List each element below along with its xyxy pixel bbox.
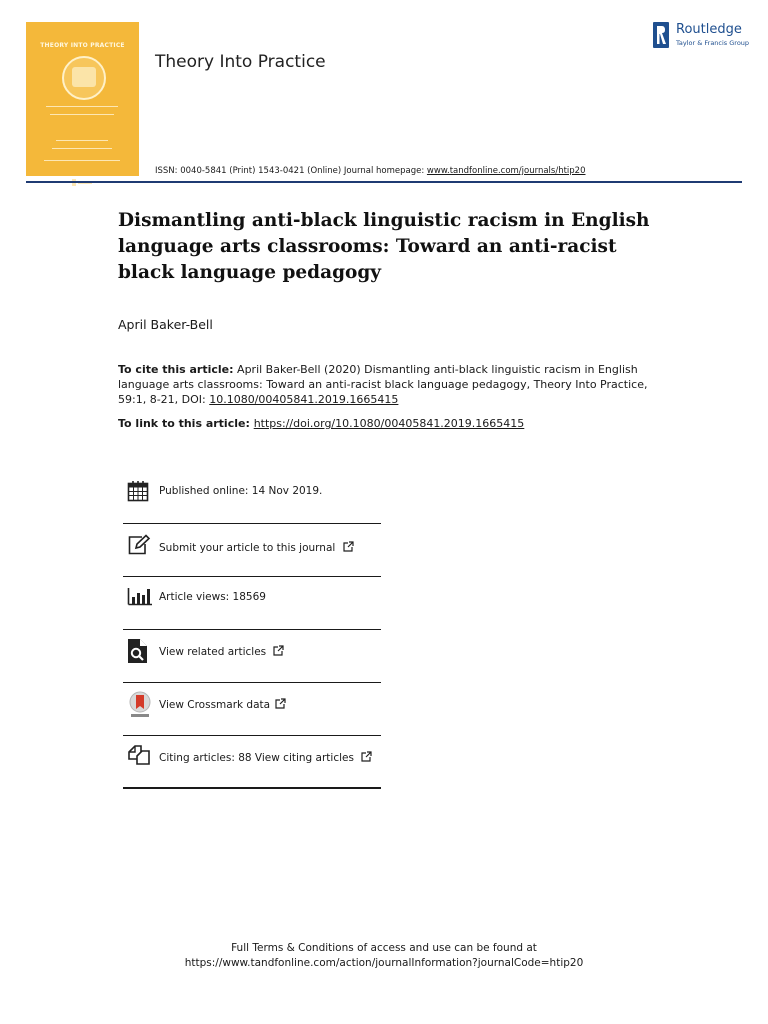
external-link-icon bbox=[275, 698, 286, 709]
header-divider bbox=[26, 181, 742, 183]
crossmark-icon bbox=[127, 691, 153, 719]
routledge-logo-icon bbox=[653, 22, 669, 48]
journal-title: Theory Into Practice bbox=[155, 52, 326, 72]
author-name: April Baker-Bell bbox=[118, 317, 213, 332]
cite-label: To cite this article: bbox=[118, 363, 234, 376]
divider bbox=[123, 682, 381, 683]
external-link-icon bbox=[361, 751, 372, 762]
published-online-text: Published online: 14 Nov 2019. bbox=[159, 485, 323, 497]
footer-terms-link[interactable]: https://www.tandfonline.com/action/journalInformation?journalCode=htip20 bbox=[184, 957, 584, 969]
footer-terms bbox=[0, 941, 768, 971]
divider bbox=[123, 787, 381, 789]
cover-seal bbox=[62, 56, 106, 100]
calendar-icon bbox=[127, 480, 149, 502]
citing-articles-text: Citing articles: 88 View citing articles bbox=[159, 751, 372, 764]
edit-icon bbox=[127, 534, 151, 556]
divider bbox=[123, 629, 381, 630]
related-articles-text: View related articles bbox=[159, 645, 284, 658]
article-views-text: Article views: 18569 bbox=[159, 591, 266, 603]
doi-link[interactable]: 10.1080/00405841.2019.1665415 bbox=[209, 393, 399, 406]
divider bbox=[123, 576, 381, 577]
publisher-subtitle: Taylor & Francis Group bbox=[676, 39, 750, 47]
external-link-icon bbox=[343, 541, 354, 552]
document-search-icon bbox=[127, 638, 149, 664]
publisher-name: Routledge bbox=[676, 22, 742, 37]
external-link-icon bbox=[273, 645, 284, 656]
journal-homepage-link[interactable]: www.tandfonline.com/journals/htip20 bbox=[426, 166, 586, 176]
issn-text: ISSN: 0040-5841 (Print) 1543-0421 (Online) Journal homepage: bbox=[155, 166, 427, 176]
divider bbox=[123, 735, 381, 736]
link-label: To link to this article: bbox=[118, 417, 254, 430]
cover-title: THEORY INTO PRACTICE bbox=[40, 42, 125, 49]
journal-cover-image bbox=[26, 22, 139, 176]
footer-line-1: Full Terms & Conditions of access and use can be found at bbox=[231, 942, 537, 954]
article-title: Dismantling anti-black linguistic racism in English language arts classrooms: Toward an anti-racist black language pedagogy bbox=[118, 210, 650, 283]
cite-text: April Baker-Bell (2020) Dismantling anti-black linguistic racism in English language arts classrooms: Toward an anti-racist black language pedagogy, Theory Into Practice, 59:1, 8-21, DOI: bbox=[118, 363, 648, 406]
citation-block bbox=[118, 362, 666, 407]
bar-chart-icon bbox=[127, 586, 153, 606]
divider bbox=[123, 523, 381, 524]
article-link-line bbox=[118, 417, 524, 430]
crossmark-text: View Crossmark data bbox=[159, 698, 286, 711]
issn-line bbox=[155, 166, 586, 176]
citing-icon bbox=[127, 744, 151, 766]
submit-article-text: Submit your article to this journal bbox=[159, 541, 354, 554]
article-url-link[interactable]: https://doi.org/10.1080/00405841.2019.1665415 bbox=[253, 417, 525, 430]
